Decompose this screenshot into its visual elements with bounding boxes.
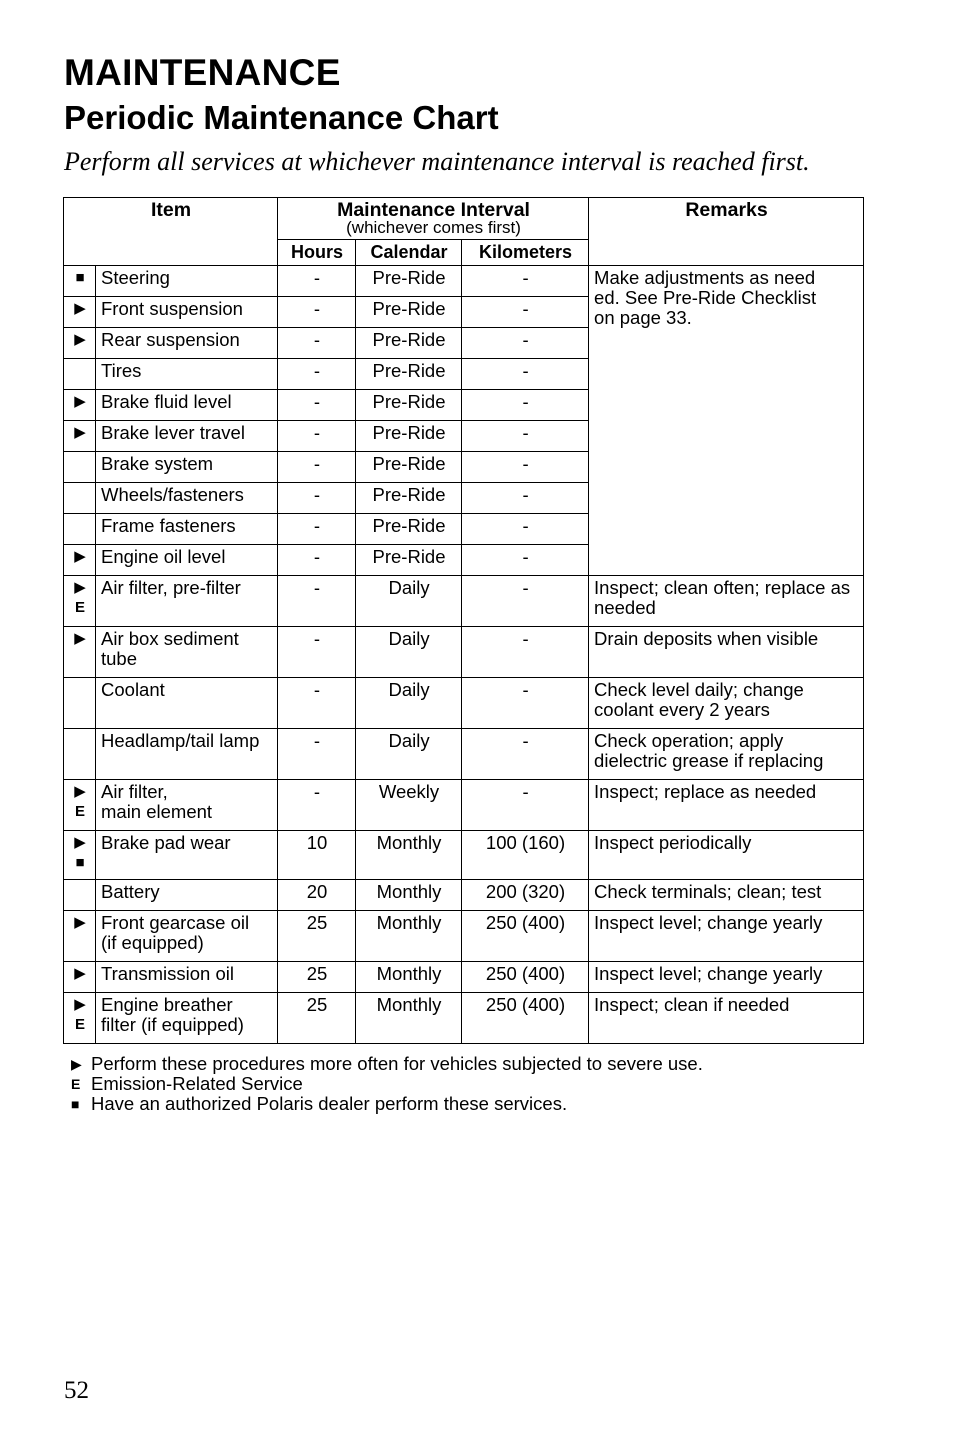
hours-cell: 10 [278,831,356,880]
km-cell: - [462,627,589,678]
symbol-cell: ▶ [64,545,96,576]
item-cell: Rear suspension [96,328,278,359]
symbol-cell: ▶ [64,297,96,328]
hours-cell: - [278,545,356,576]
remarks-cell: Inspect periodically [589,831,864,880]
remarks-cell: Check level daily; change coolant every 2 years [589,678,864,729]
table-row [64,880,864,911]
chart-title: Periodic Maintenance Chart [64,99,499,136]
symbol-cell: ▶ [64,421,96,452]
symbol-cell [64,514,96,545]
symbol-cell: ▶ E [64,993,96,1044]
legend-text: Have an authorized Polaris dealer perform these services. [91,1093,568,1114]
item-cell: Front gearcase oil (if equipped) [96,911,278,962]
symbol-cell: ▶ [64,911,96,962]
km-cell: 100 (160) [462,831,589,880]
item-cell: Wheels/fasteners [96,483,278,514]
item-cell: Brake fluid level [96,390,278,421]
km-cell: - [462,452,589,483]
table-row [64,831,864,880]
remarks-cell: Drain deposits when visible [589,627,864,678]
km-cell: 200 (320) [462,880,589,911]
km-cell: - [462,266,589,297]
km-cell: - [462,483,589,514]
calendar-cell: Pre-Ride [356,359,462,390]
calendar-header: Calendar [356,240,462,266]
calendar-cell: Pre-Ride [356,328,462,359]
remarks-cell: Check terminals; clean; test [589,880,864,911]
item-cell: Air filter, main element [96,780,278,831]
legend-item [71,1094,703,1114]
calendar-cell: Pre-Ride [356,390,462,421]
table-row [64,993,864,1044]
hours-cell: - [278,729,356,780]
hours-cell: - [278,421,356,452]
hours-cell: - [278,390,356,421]
symbol-cell [64,678,96,729]
kilometers-header: Kilometers [462,240,589,266]
hours-cell: - [278,627,356,678]
item-cell: Engine oil level [96,545,278,576]
calendar-cell: Pre-Ride [356,483,462,514]
table-row [64,576,864,627]
legend-item [71,1074,703,1094]
legend-text: Perform these procedures more often for vehicles subjected to severe use. [91,1053,703,1074]
symbol-cell [64,359,96,390]
symbol-cell [64,452,96,483]
calendar-cell: Pre-Ride [356,421,462,452]
calendar-cell: Pre-Ride [356,452,462,483]
item-cell: Front suspension [96,297,278,328]
hours-cell: - [278,514,356,545]
item-cell: Frame fasteners [96,514,278,545]
item-cell: Brake system [96,452,278,483]
item-cell: Air box sediment tube [96,627,278,678]
calendar-cell: Monthly [356,962,462,993]
item-cell: Transmission oil [96,962,278,993]
item-cell: Engine breather filter (if equipped) [96,993,278,1044]
symbol-cell [64,483,96,514]
legend-item [71,1054,703,1074]
item-cell: Coolant [96,678,278,729]
km-cell: - [462,576,589,627]
km-cell: - [462,421,589,452]
interval-header-label: Maintenance Interval [337,199,530,221]
hours-header: Hours [278,240,356,266]
hours-cell: - [278,678,356,729]
emission-icon: E [71,1076,81,1092]
hours-cell: - [278,780,356,831]
dealer-service-icon: ■ [71,1096,80,1112]
legend-text: Emission-Related Service [91,1073,303,1094]
interval-header [278,198,589,240]
km-cell: - [462,729,589,780]
item-cell: Air filter, pre-filter [96,576,278,627]
hours-cell: - [278,483,356,514]
table-row [64,780,864,831]
remarks-cell: Inspect; replace as needed [589,780,864,831]
calendar-cell: Daily [356,627,462,678]
hours-cell: 25 [278,993,356,1044]
remarks-cell: Inspect; clean if needed [589,993,864,1044]
table-row [64,729,864,780]
table-row [64,266,864,297]
intro-text: Perform all services at whichever maintenance interval is reached first. [64,147,810,176]
table-header-row [64,198,864,240]
hours-cell: - [278,359,356,390]
table-row [64,627,864,678]
calendar-cell: Monthly [356,831,462,880]
km-cell: - [462,359,589,390]
item-header: Item [64,198,278,266]
remarks-cell: Inspect; clean often; replace as needed [589,576,864,627]
symbol-cell [64,729,96,780]
km-cell: 250 (400) [462,962,589,993]
legend [71,1054,703,1114]
symbol-cell: ▶ [64,962,96,993]
severe-use-icon: ▶ [71,1056,82,1072]
page-number: 52 [64,1377,89,1404]
hours-cell: - [278,576,356,627]
symbol-cell: ▶ E [64,576,96,627]
calendar-cell: Pre-Ride [356,545,462,576]
item-cell: Steering [96,266,278,297]
hours-cell: 25 [278,911,356,962]
symbol-cell: ▶ [64,390,96,421]
preride-remarks-cell: Make adjustments as need ed. See Pre-Ride Checklist on page 33. [589,266,864,576]
remarks-cell: Inspect level; change yearly [589,911,864,962]
table-row [64,962,864,993]
calendar-cell: Daily [356,729,462,780]
remarks-cell: Check operation; apply dielectric grease if replacing [589,729,864,780]
interval-header-note: (whichever comes first) [346,218,521,237]
hours-cell: - [278,328,356,359]
km-cell: - [462,297,589,328]
calendar-cell: Daily [356,678,462,729]
hours-cell: 25 [278,962,356,993]
hours-cell: - [278,452,356,483]
page-title: MAINTENANCE [64,52,341,93]
table-row [64,678,864,729]
symbol-cell: ▶ [64,627,96,678]
km-cell: - [462,328,589,359]
hours-cell: - [278,297,356,328]
km-cell: - [462,678,589,729]
calendar-cell: Daily [356,576,462,627]
calendar-cell: Monthly [356,993,462,1044]
symbol-cell [64,880,96,911]
item-cell: Tires [96,359,278,390]
item-cell: Battery [96,880,278,911]
km-cell: - [462,545,589,576]
hours-cell: - [278,266,356,297]
item-cell: Brake lever travel [96,421,278,452]
symbol-cell: ▶ ■ [64,831,96,880]
km-cell: - [462,514,589,545]
maintenance-table [63,197,864,1044]
calendar-cell: Weekly [356,780,462,831]
symbol-cell: ▶ E [64,780,96,831]
remarks-cell: Inspect level; change yearly [589,962,864,993]
table-row [64,911,864,962]
calendar-cell: Monthly [356,911,462,962]
symbol-cell: ■ [64,266,96,297]
km-cell: - [462,780,589,831]
item-cell: Brake pad wear [96,831,278,880]
item-cell: Headlamp/tail lamp [96,729,278,780]
km-cell: 250 (400) [462,911,589,962]
km-cell: 250 (400) [462,993,589,1044]
symbol-cell: ▶ [64,328,96,359]
remarks-header: Remarks [589,198,864,266]
calendar-cell: Monthly [356,880,462,911]
km-cell: - [462,390,589,421]
hours-cell: 20 [278,880,356,911]
calendar-cell: Pre-Ride [356,297,462,328]
calendar-cell: Pre-Ride [356,266,462,297]
calendar-cell: Pre-Ride [356,514,462,545]
